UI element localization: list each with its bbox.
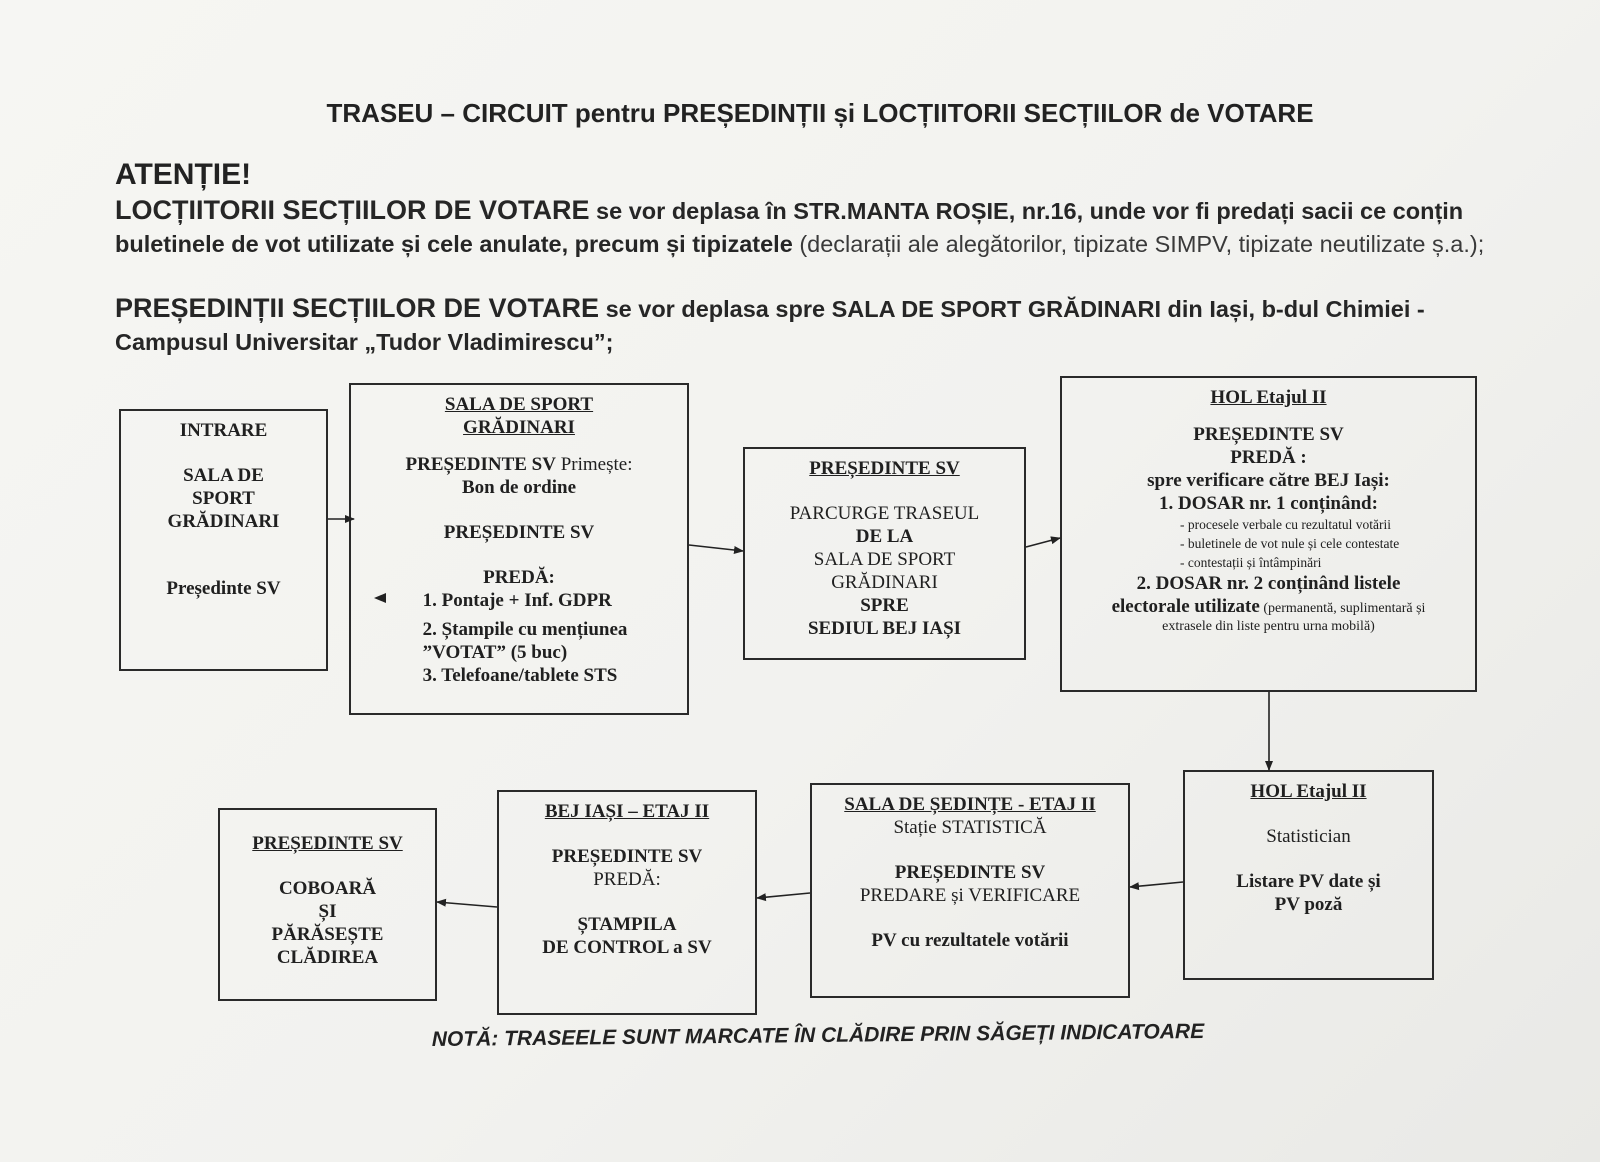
intrare-place-line: SALA DE — [183, 465, 264, 486]
traseu-line: PARCURGE TRASEUL — [789, 503, 980, 524]
traseu-line: DE LA — [855, 526, 914, 547]
sala-sedinte-sub: Stație STATISTICĂ — [893, 817, 1047, 838]
bej-line2: PREDĂ: — [593, 869, 661, 890]
bej-heading: BEJ IAȘI – ETAJ II — [544, 801, 710, 822]
sala-sedinte-heading: SALA DE ȘEDINȚE - ETAJ II — [844, 794, 1096, 815]
arrow-traseu-to-hol — [1026, 538, 1060, 547]
hol1-line: PREȘEDINTE SV — [1193, 424, 1344, 445]
sala-sport-heading: SALA DE SPORT — [444, 394, 594, 415]
arrow-sala-to-traseu — [689, 545, 743, 551]
sala-sport-item: ”VOTAT” (5 buc) — [422, 642, 568, 663]
arrow-sedinte-to-bej — [757, 893, 810, 898]
final-heading: PREȘEDINTE SV — [252, 833, 403, 854]
bej-line3: ȘTAMPILA — [577, 914, 677, 935]
sala-sedinte-line3: PV cu rezultatele votării — [871, 930, 1069, 951]
sala-sedinte-line1: PREȘEDINTE SV — [894, 862, 1046, 883]
presidents-text: se vor deplasa spre SALA DE SPORT GRĂDINARI din Iași, b-dul Chimiei - Campusul Universitar „Tudor Vladimirescu”; — [115, 296, 1425, 355]
sala-sport-item: 1. Pontaje + Inf. GDPR — [422, 590, 612, 611]
sala-sedinte-line2: PREDARE și VERIFICARE — [859, 885, 1081, 906]
page-title: TRASEU – CIRCUIT pentru PREȘEDINȚII și LOCȚIITORII SECȚIILOR de VOTARE — [326, 98, 1314, 128]
hol2-role: Statistician — [1266, 826, 1351, 847]
presidents-lead: PREȘEDINȚII SECȚIILOR DE VOTARE — [115, 293, 600, 323]
sala-sport-item: 2. Ștampile cu mențiunea — [422, 619, 628, 640]
sala-sport-line4: PREDĂ: — [483, 567, 555, 588]
intrare-who: Președinte SV — [166, 578, 281, 599]
traseu-line: SEDIUL BEJ IAȘI — [807, 618, 962, 639]
bej-line1: PREȘEDINTE SV — [551, 846, 703, 867]
final-line: PĂRĂSEȘTE — [271, 924, 384, 945]
sala-sport-line1-bold: PREȘEDINTE SV — [405, 454, 556, 475]
intrare-heading: INTRARE — [179, 420, 268, 441]
deputies-text: se vor deplasa în STR.MANTA ROȘIE, nr.16, unde vor fi predați sacii ce conțin buletinele de vot utilizate și cele anulate, precum și tipizatele — [115, 198, 1464, 257]
arrow-return-marker — [374, 593, 386, 603]
sala-sport-line1-normal: Primește: — [555, 454, 633, 475]
sala-sport-line2: Bon de ordine — [461, 477, 577, 498]
footer-note: NOTĂ: TRASEELE SUNT MARCATE ÎN CLĂDIRE PRIN SĂGEȚI INDICATOARE — [431, 1019, 1205, 1052]
intrare-place-line: GRĂDINARI — [167, 511, 280, 532]
intrare-place-line: SPORT — [192, 488, 255, 509]
final-line: CLĂDIREA — [276, 947, 379, 968]
deputies-lead: LOCȚIITORII SECȚIILOR DE VOTARE — [115, 195, 590, 225]
hol1-line: spre verificare către BEJ Iași: — [1147, 470, 1390, 491]
arrow-hol2-to-sedinte — [1130, 882, 1183, 887]
traseu-line: SALA DE SPORT — [813, 549, 956, 570]
hol1-dosar2-cont: extrasele din liste pentru urna mobilă) — [1162, 619, 1375, 634]
sala-sport-heading: GRĂDINARI — [463, 417, 575, 438]
hol2-task: PV poză — [1274, 894, 1343, 915]
traseu-line: SPRE — [860, 595, 909, 616]
hol1-sub-item: - buletinele de vot nule și cele contestate — [1180, 536, 1400, 551]
hol1-sub-item: - procesele verbale cu rezultatul votării — [1180, 517, 1392, 532]
arrow-bej-to-final — [437, 902, 497, 907]
hol1-dosar2: 2. DOSAR nr. 2 conținând listele — [1136, 573, 1401, 594]
final-line: ȘI — [318, 901, 337, 922]
deputies-note: (declarații ale alegătorilor, tipizate SIMPV, tipizate neutilizate ș.a.); — [792, 231, 1485, 257]
hol1-dosar2-normal: (permanentă, suplimentară și — [1259, 601, 1426, 616]
traseu-line: GRĂDINARI — [831, 572, 938, 593]
hol2-task: Listare PV date și — [1236, 871, 1381, 892]
hol1-sub-item: - contestații și întâmpinări — [1180, 555, 1322, 570]
bej-line4: DE CONTROL a SV — [542, 937, 712, 958]
attention-heading: ATENȚIE! — [115, 158, 252, 191]
hol1-line: PREDĂ : — [1230, 447, 1307, 468]
sala-sport-item: 3. Telefoane/tablete STS — [422, 665, 618, 686]
final-line: COBOARĂ — [278, 878, 377, 899]
hol2-heading: HOL Etajul II — [1250, 781, 1367, 802]
hol1-heading: HOL Etajul II — [1210, 387, 1327, 408]
hol1-dosar2-bold: electorale utilizate — [1111, 596, 1260, 617]
sala-sport-line3: PREȘEDINTE SV — [443, 522, 595, 543]
hol1-line: 1. DOSAR nr. 1 conținând: — [1159, 493, 1378, 514]
traseu-heading: PREȘEDINTE SV — [809, 458, 960, 479]
